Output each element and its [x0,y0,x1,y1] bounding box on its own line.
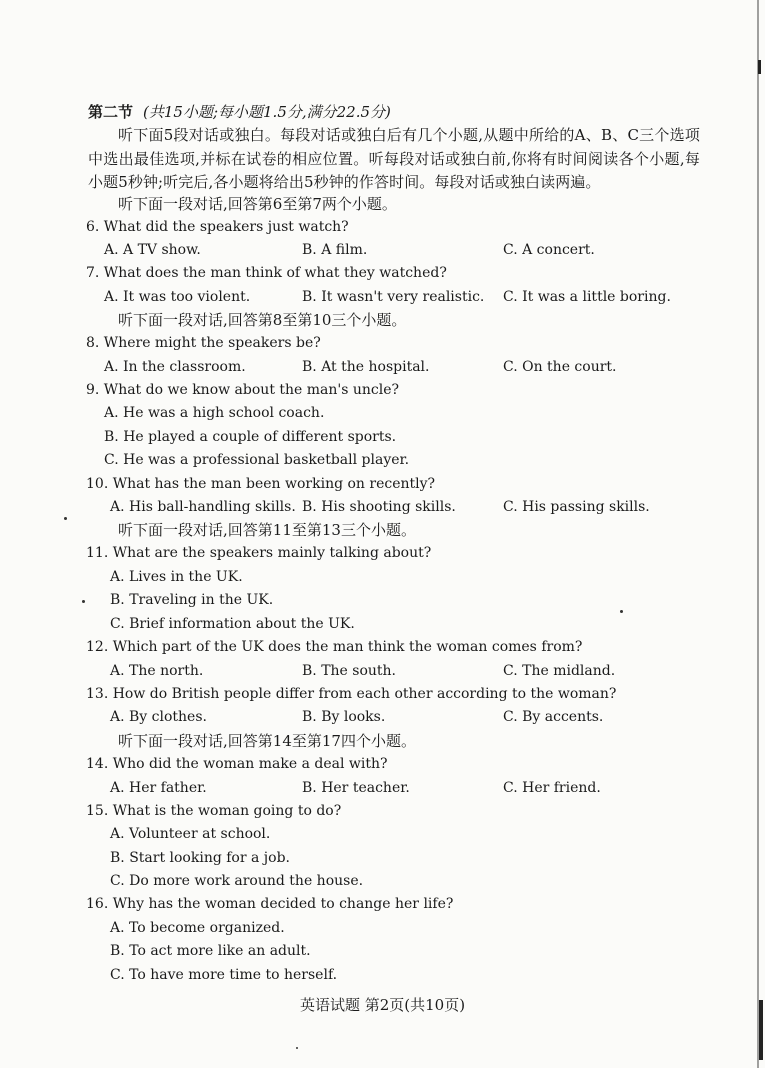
option-a: A. Lives in the UK. [110,569,243,585]
option-a: A. His ball-handling skills. [110,499,296,515]
option-a: A. He was a high school coach. [104,405,325,421]
question-stem: 11. What are the speakers mainly talking about? [86,545,432,561]
group-instruction: 听下面一段对话,回答第6至第7两个小题。 [118,195,397,213]
option-b: B. He played a couple of different sports. [104,429,397,445]
question-stem: 6. What did the speakers just watch? [86,219,349,235]
option-b: B. It wasn't very realistic. [302,289,485,305]
section-instructions: 听下面5段对话或独白。每段对话或独白后有几个小题,从题中所给的A、B、C三个选项中选出最佳选项,并标在试卷的相应位置。听每段对话或独白前,你将有时间阅读各个小题,每小题5秒钟;听完后,各小题将给出5秒钟的作答时间。每段对话或独白读两遍。 [88,126,700,191]
option-c: C. Her friend. [503,780,601,796]
option-c: C. His passing skills. [503,499,650,515]
option-a: A. Her father. [110,780,207,796]
question-stem: 16. Why has the woman decided to change her life? [86,896,454,912]
option-b: B. At the hospital. [302,359,430,375]
option-c: C. The midland. [503,663,616,679]
option-b: B. By looks. [302,709,386,725]
option-b: B. His shooting skills. [302,499,456,515]
question-stem: 7. What does the man think of what they watched? [86,265,447,281]
scan-speck [620,610,623,613]
option-c: C. Brief information about the UK. [110,616,355,632]
scan-speck [82,600,85,603]
scan-edge-mark [758,60,761,74]
option-c: C. Do more work around the house. [110,873,364,889]
question-stem: 15. What is the woman going to do? [86,803,342,819]
option-a: A. Volunteer at school. [110,826,271,842]
option-c: C. By accents. [503,709,604,725]
scan-speck [64,517,67,520]
section-heading [88,102,748,122]
option-b: B. A film. [302,242,368,258]
option-c: C. He was a professional basketball player. [104,452,410,468]
question-stem: 13. How do British people differ from each other according to the woman? [86,686,617,702]
question-stem: 9. What do we know about the man's uncle? [86,382,400,398]
option-b: B. Start looking for a job. [110,850,290,866]
scan-edge-line [757,0,759,1068]
option-a: A. By clothes. [110,709,207,725]
question-stem: 10. What has the man been working on recently? [86,476,436,492]
question-stem: 14. Who did the woman make a deal with? [86,756,388,772]
group-instruction: 听下面一段对话,回答第14至第17四个小题。 [118,732,416,750]
option-c: C. A concert. [503,242,595,258]
option-a: A. To become organized. [110,920,285,936]
option-a: A. The north. [110,663,204,679]
option-a: A. A TV show. [104,242,201,258]
question-stem: 8. Where might the speakers be? [86,335,321,351]
option-a: A. It was too violent. [104,289,251,305]
option-c: C. To have more time to herself. [110,967,338,983]
option-a: A. In the classroom. [104,359,246,375]
group-instruction: 听下面一段对话,回答第8至第10三个小题。 [118,311,407,329]
scan-speck [296,1047,298,1049]
page-footer: 英语试题 第2页(共10页) [299,996,466,1014]
option-b: B. The south. [302,663,397,679]
question-stem: 12. Which part of the UK does the man think the woman comes from? [86,639,583,655]
option-b: B. Her teacher. [302,780,410,796]
option-b: B. Traveling in the UK. [110,592,274,608]
option-c: C. On the court. [503,359,617,375]
option-b: B. To act more like an adult. [110,943,311,959]
group-instruction: 听下面一段对话,回答第11至第13三个小题。 [118,521,416,539]
section-meta: (共15小题;每小题1.5分,满分22.5分) [143,103,391,121]
option-c: C. It was a little boring. [503,289,671,305]
section-title: 第二节 [88,103,134,121]
